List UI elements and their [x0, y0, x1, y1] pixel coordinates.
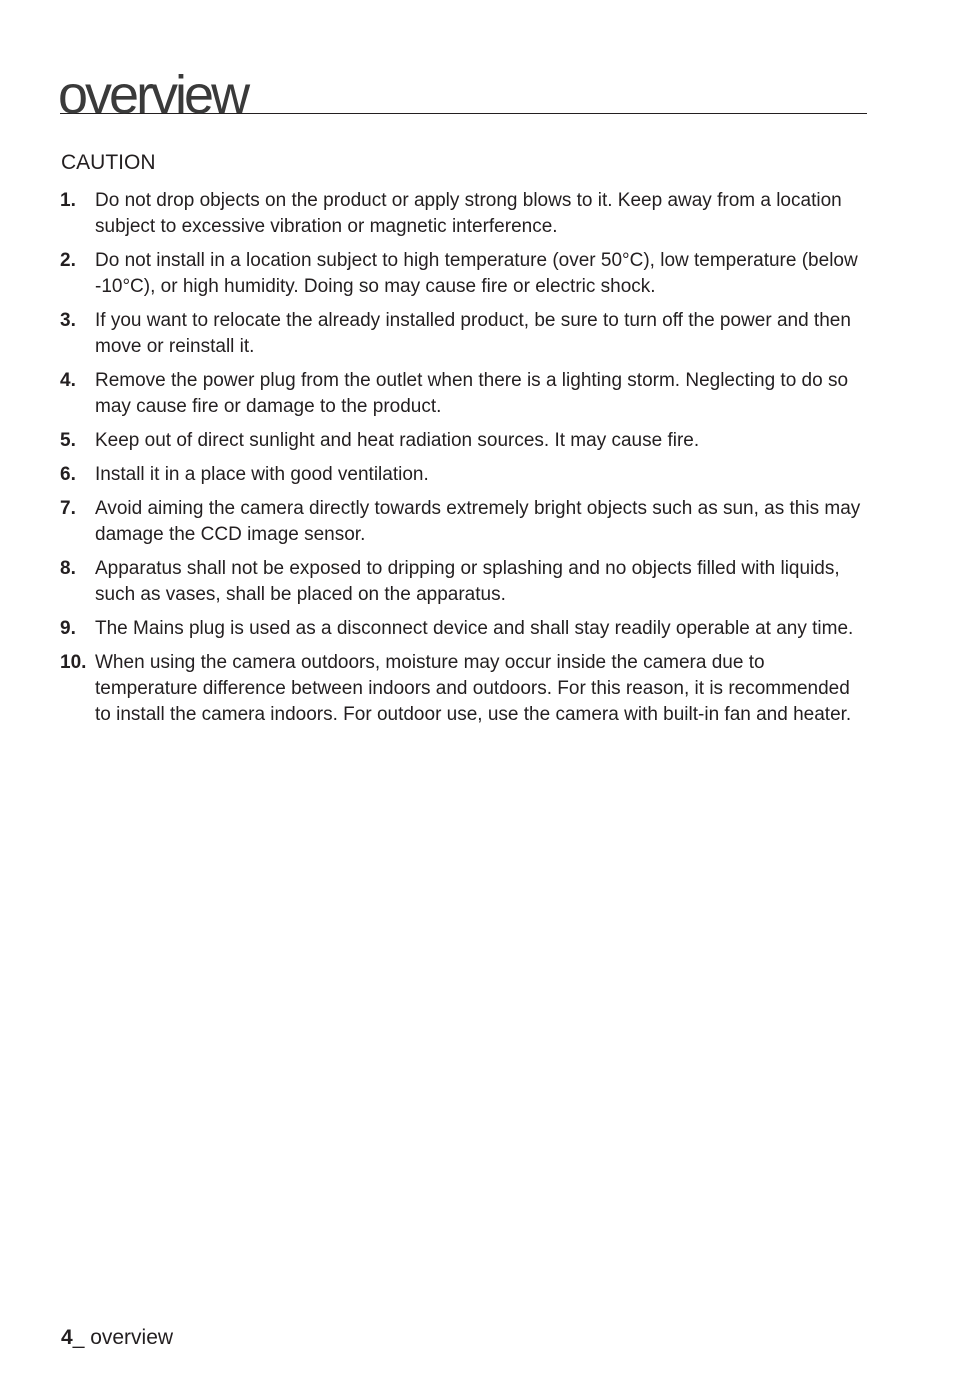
- list-item: [60, 428, 870, 454]
- item-text: Do not install in a location subject to high temperature (over 50°C), low temperature (below -10°C), or high humidity. Doing so may cause fire or electric shock.: [95, 250, 858, 297]
- footer-section-name: overview: [90, 1326, 174, 1349]
- item-text: Do not drop objects on the product or apply strong blows to it. Keep away from a location subject to excessive vibration or magnetic interference.: [95, 190, 842, 237]
- item-number: 6.: [60, 464, 76, 485]
- footer-separator: _: [72, 1326, 91, 1349]
- list-item: [60, 556, 870, 608]
- item-text: The Mains plug is used as a disconnect device and shall stay readily operable at any time.: [95, 618, 854, 639]
- list-item: [60, 616, 870, 642]
- item-number: 3.: [60, 310, 76, 331]
- list-item: [60, 650, 870, 728]
- list-item: [60, 308, 870, 360]
- item-number: 7.: [60, 498, 76, 519]
- caution-list: [60, 188, 870, 736]
- item-number: 4.: [60, 370, 76, 391]
- item-text: If you want to relocate the already installed product, be sure to turn off the power and then move or reinstall it.: [95, 310, 851, 357]
- list-item: [60, 496, 870, 548]
- item-text: Install it in a place with good ventilation.: [95, 464, 429, 485]
- item-text: Keep out of direct sunlight and heat radiation sources. It may cause fire.: [95, 430, 700, 451]
- item-text: Avoid aiming the camera directly towards extremely bright objects such as sun, as this may damage the CCD image sensor.: [95, 498, 861, 545]
- caution-heading: CAUTION: [61, 151, 156, 174]
- page-title-text: overview: [58, 65, 248, 125]
- item-text: Apparatus shall not be exposed to dripping or splashing and no objects filled with liquids, such as vases, shall be placed on the apparatus.: [95, 558, 840, 605]
- item-number: 5.: [60, 430, 76, 451]
- page-title: [58, 46, 867, 125]
- list-item: [60, 462, 870, 488]
- item-number: 9.: [60, 618, 76, 639]
- footer-page-number: 4: [61, 1326, 73, 1349]
- item-number: 1.: [60, 190, 76, 211]
- list-item: [60, 248, 870, 300]
- list-item: [60, 188, 870, 240]
- item-number: 10.: [60, 652, 87, 673]
- item-number: 8.: [60, 558, 76, 579]
- page-footer: [61, 1324, 173, 1352]
- item-number: 2.: [60, 250, 76, 271]
- item-text: When using the camera outdoors, moisture may occur inside the camera due to temperature difference between indoors and outdoors. For this reason, it is recommended to install the camera indoors. For outdoor use, use the camera with built-in fan and heater.: [95, 652, 852, 725]
- list-item: [60, 368, 870, 420]
- item-text: Remove the power plug from the outlet when there is a lighting storm. Neglecting to do so may cause fire or damage to the product.: [95, 370, 849, 417]
